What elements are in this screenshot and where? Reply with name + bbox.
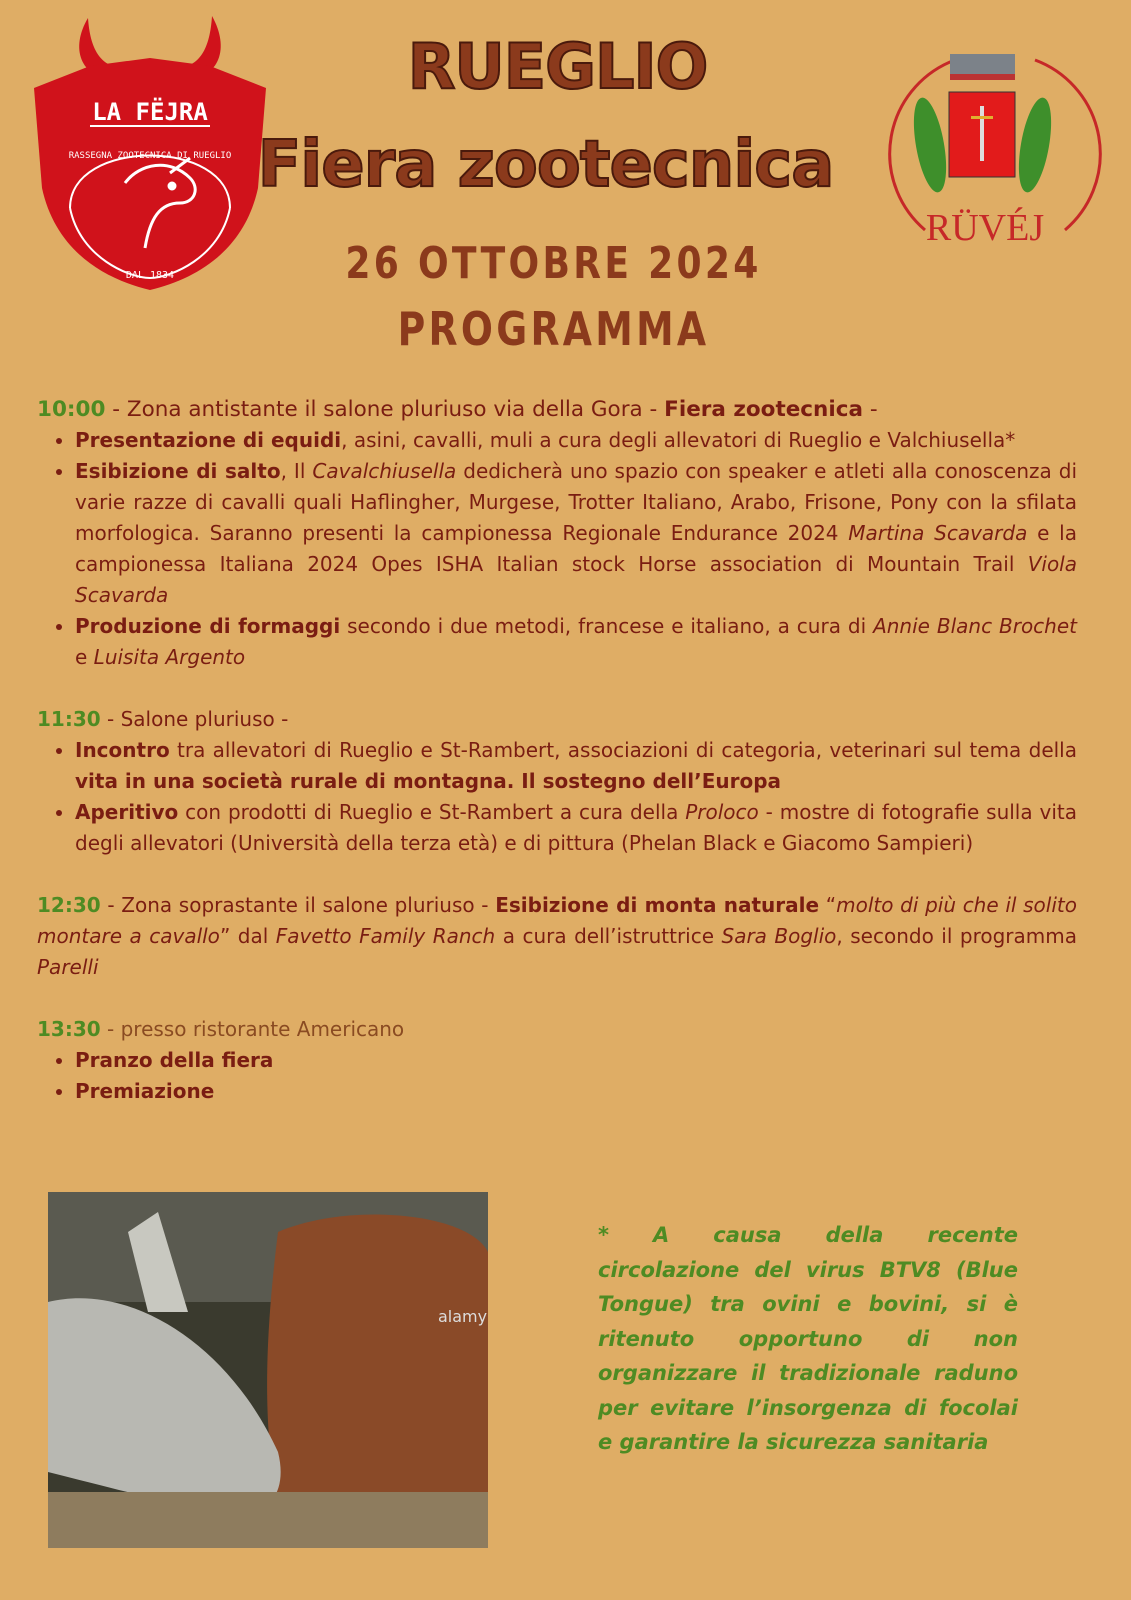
program-block-1000: [37, 394, 1077, 673]
list-item: • Produzione di formaggi secondo i due metodi, francese e italiano, a cura di Annie Blanc Brochet e Luisita Argento: [75, 611, 1077, 673]
block-header: 13:30 - presso ristorante Americano: [37, 1017, 405, 1041]
list-item: • Incontro tra allevatori di Rueglio e St-Rambert, associazioni di categoria, veterinari sul tema della vita in una società rurale di montagna. Il sostegno dell’Europa: [75, 735, 1077, 797]
time-label: 10:00: [37, 397, 106, 422]
list-item: • Aperitivo con prodotti di Rueglio e St-Rambert a cura della Proloco - mostre di fotografie sulla vita degli allevatori (Università della terza età) e di pittura (Phelan Black e Giacomo Sampieri): [75, 797, 1077, 859]
program-block-1130: [37, 704, 1077, 859]
crown-icon: [950, 54, 1015, 80]
time-label: 13:30: [37, 1017, 101, 1041]
event-date: 26 OTTOBRE 2024: [345, 238, 762, 289]
block-header: 10:00 - Zona antistante il salone pluriuso via della Gora - Fiera zootecnica -: [37, 397, 878, 422]
logo-ring-text: RASSEGNA ZOOTECNICA DI RUEGLIO: [68, 151, 232, 161]
time-label: 11:30: [37, 707, 101, 731]
logo-top-text: LA FËJRA: [92, 98, 208, 126]
program-block-1230: [37, 890, 1077, 983]
title-town: RUEGLIO: [407, 30, 708, 103]
title-event: Fiera zootecnica: [257, 128, 834, 202]
block-header: 12:30 - Zona soprastante il salone pluriuso - Esibizione di monta naturale “molto di più che il solito montare a cavallo” dal Favetto Family Ranch a cura dell’istruttrice Sara Boglio, secondo il programma Parelli: [37, 893, 1077, 979]
time-label: 12:30: [37, 893, 101, 917]
program-heading: PROGRAMMA: [397, 302, 710, 356]
list-item: • Pranzo della fiera: [75, 1045, 1077, 1076]
block-header: 11:30 - Salone pluriuso -: [37, 707, 289, 731]
coat-of-arms-text: RÜVÉJ: [925, 207, 1045, 249]
list-item: • Premiazione: [75, 1076, 1077, 1107]
footnote-virus-notice: * A causa della recente circolazione del virus BTV8 (Blue Tongue) tra ovini e bovini, si è ritenuto opportuno di non organizzare il tradizionale raduno per evitare l’insorgenza di focolai e garantire la sicurezza sanitaria: [598, 1223, 1018, 1454]
ruvej-coat-of-arms: [885, 40, 1105, 255]
watermark-text: alamy: [438, 1307, 488, 1326]
item-list: [37, 425, 1077, 673]
list-item: • Esibizione di salto, Il Cavalchiusella dedicherà uno spazio con speaker e atleti alla conoscenza di varie razze di cavalli quali Haflingher, Murgese, Trotter Italiano, Arabo, Frisone, Pony con la sfilata morfologica. Saranno presenti la campionessa Regionale Endurance 2024 Martina Scavarda e la campionessa Italiana 2024 Opes ISHA Italian stock Horse association di Mountain Trail Viola Scavarda: [75, 456, 1077, 611]
program-block-1330: [37, 1014, 1077, 1107]
item-list: [37, 735, 1077, 859]
logo-bottom-text: DAL 1834: [125, 270, 175, 281]
item-list: [37, 1045, 1077, 1107]
program-content: [37, 394, 1077, 1138]
list-item: • Presentazione di equidi, asini, cavalli, muli a cura degli allevatori di Rueglio e Valchiusella*: [75, 425, 1077, 456]
donkey-horse-photo: [48, 1192, 488, 1548]
